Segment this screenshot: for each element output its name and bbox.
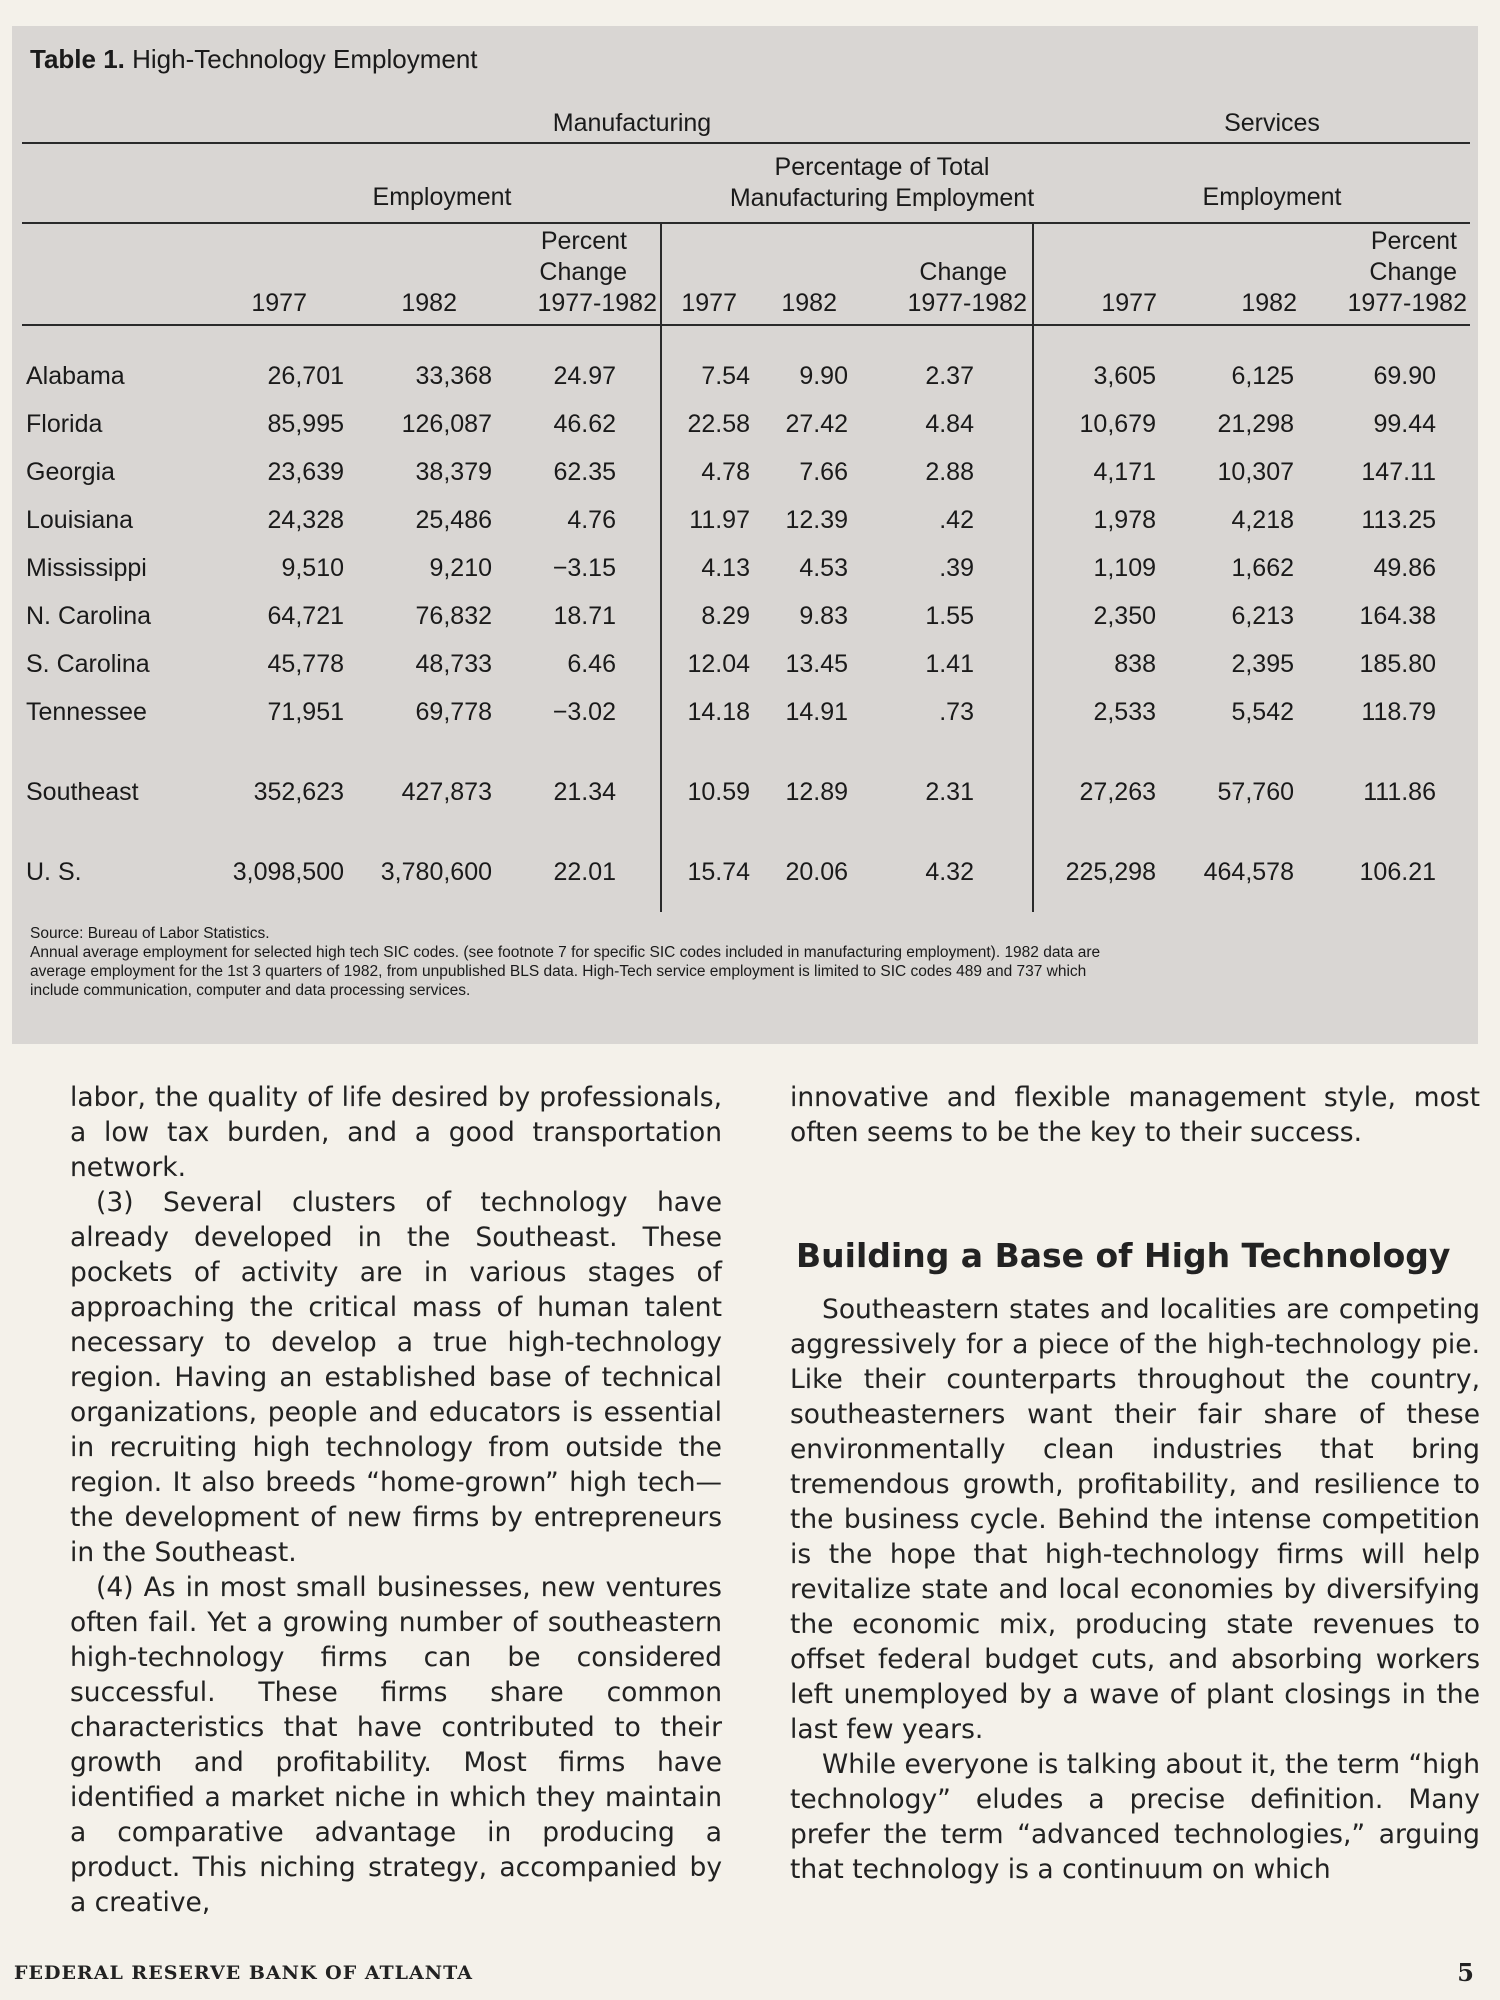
cell-s77: 838 bbox=[1114, 650, 1156, 678]
cell-pch: 2.31 bbox=[925, 778, 974, 806]
cell-spc: 147.11 bbox=[1361, 458, 1436, 486]
cell-s82: 10,307 bbox=[1217, 458, 1294, 486]
cell-s77: 225,298 bbox=[1065, 858, 1156, 886]
right-column-top bbox=[790, 1080, 1480, 1150]
cell-s82: 4,218 bbox=[1231, 506, 1294, 534]
publisher-footer: FEDERAL RESERVE BANK OF ATLANTA bbox=[14, 1962, 473, 1984]
cell-m77: 9,510 bbox=[281, 554, 344, 582]
cell-m82: 76,832 bbox=[415, 602, 492, 630]
cell-pch: .42 bbox=[939, 506, 974, 534]
cell-mpc: −3.15 bbox=[552, 554, 616, 582]
cell-m77: 26,701 bbox=[267, 362, 344, 390]
cell-s82: 5,542 bbox=[1231, 698, 1294, 726]
cell-p82: 20.06 bbox=[785, 858, 848, 886]
cell-spc: 111.86 bbox=[1363, 778, 1436, 806]
row-state-name: Southeast bbox=[26, 778, 139, 806]
cell-p77: 4.13 bbox=[701, 554, 750, 582]
row-state-name: Louisiana bbox=[26, 506, 134, 534]
cell-s82: 21,298 bbox=[1217, 410, 1294, 438]
cell-spc: 113.25 bbox=[1361, 506, 1436, 534]
cell-m77: 64,721 bbox=[267, 602, 344, 630]
cell-pch: .39 bbox=[939, 554, 974, 582]
col-p-1977: 1977 bbox=[681, 289, 737, 317]
cell-m82: 38,379 bbox=[415, 458, 492, 486]
table-title bbox=[30, 44, 478, 75]
cell-spc: 164.38 bbox=[1359, 602, 1436, 630]
row-state-name: Mississippi bbox=[26, 554, 147, 582]
left-column bbox=[70, 1080, 722, 1920]
cell-pch: 2.88 bbox=[925, 458, 974, 486]
col-s-change: Change bbox=[1369, 258, 1457, 286]
table-row bbox=[12, 452, 1478, 492]
col-s-years: 1977-1982 bbox=[1347, 289, 1467, 317]
row-state-name: N. Carolina bbox=[26, 602, 152, 630]
cell-p82: 14.91 bbox=[785, 698, 848, 726]
cell-m82: 9,210 bbox=[429, 554, 492, 582]
cell-p77: 11.97 bbox=[689, 506, 750, 534]
table-row bbox=[12, 852, 1478, 892]
col-s-percent: Percent bbox=[1370, 227, 1457, 255]
cell-s82: 2,395 bbox=[1231, 650, 1294, 678]
cell-p77: 4.78 bbox=[701, 458, 750, 486]
cell-m82: 3,780,600 bbox=[380, 858, 492, 886]
col-m-1977: 1977 bbox=[251, 289, 307, 317]
cell-s77: 27,263 bbox=[1079, 778, 1156, 806]
table-source: Source: Bureau of Labor Statistics. bbox=[30, 925, 270, 942]
cell-pch: 4.32 bbox=[925, 858, 974, 886]
row-state-name: S. Carolina bbox=[26, 650, 150, 678]
cell-p82: 9.90 bbox=[799, 362, 848, 390]
col-m-percent: Percent bbox=[540, 227, 627, 255]
cell-s77: 1,978 bbox=[1093, 506, 1156, 534]
cell-p82: 13.45 bbox=[785, 650, 848, 678]
cell-s77: 2,350 bbox=[1093, 602, 1156, 630]
employment-subheader: Employment bbox=[372, 183, 512, 211]
col-p-1982: 1982 bbox=[781, 289, 837, 317]
table-title-text: High-Technology Employment bbox=[124, 44, 478, 74]
cell-s77: 3,605 bbox=[1093, 362, 1156, 390]
table-note-line-3: include communication, computer and data processing services. bbox=[30, 982, 471, 999]
cell-mpc: 22.01 bbox=[553, 858, 616, 886]
cell-p82: 12.39 bbox=[785, 506, 848, 534]
cell-spc: 49.86 bbox=[1373, 554, 1436, 582]
table-row bbox=[12, 404, 1478, 444]
cell-spc: 118.79 bbox=[1361, 698, 1436, 726]
row-state-name: Georgia bbox=[26, 458, 115, 486]
col-p-years: 1977-1982 bbox=[907, 289, 1027, 317]
cell-s82: 464,578 bbox=[1203, 858, 1294, 886]
services-employment-subheader: Employment bbox=[1202, 183, 1342, 211]
cell-m77: 23,639 bbox=[267, 458, 344, 486]
table-notes bbox=[30, 924, 1470, 1000]
rule-top bbox=[22, 142, 1470, 144]
table-row bbox=[12, 356, 1478, 396]
rule-mid bbox=[22, 222, 1470, 224]
cell-mpc: 18.71 bbox=[553, 602, 616, 630]
cell-pch: .73 bbox=[939, 698, 974, 726]
employment-table bbox=[12, 26, 1478, 1044]
cell-mpc: 21.34 bbox=[553, 778, 616, 806]
cell-m77: 3,098,500 bbox=[232, 858, 344, 886]
table-number: Table 1. bbox=[30, 44, 125, 74]
row-state-name: Tennessee bbox=[26, 698, 147, 726]
cell-s77: 4,171 bbox=[1093, 458, 1156, 486]
cell-mpc: −3.02 bbox=[552, 698, 616, 726]
cell-m82: 69,778 bbox=[415, 698, 492, 726]
cell-p77: 8.29 bbox=[701, 602, 750, 630]
right-paragraph-2: Southeastern states and localities are competing aggressively for a piece of the high-technology pie. Like their counterparts throughout the country, southeasterners want their fair share of these environmentally clean industries that bring tremendous growth, profitability, and resilience to the business cycle. Behind the intense competition is the hope that high-technology firms will help revitalize state and local economies by diversifying the economic mix, producing state revenues to offset federal budget cuts, and absorbing workers left unemployed by a wave of plant closings in the last few years. bbox=[790, 1294, 1480, 1745]
cell-s82: 1,662 bbox=[1231, 554, 1294, 582]
cell-m77: 352,623 bbox=[253, 778, 344, 806]
cell-s77: 10,679 bbox=[1079, 410, 1156, 438]
cell-p82: 12.89 bbox=[785, 778, 848, 806]
col-s-1977: 1977 bbox=[1101, 289, 1157, 317]
cell-mpc: 6.46 bbox=[567, 650, 616, 678]
pct-total-subheader-2: Manufacturing Employment bbox=[729, 184, 1035, 212]
cell-pch: 1.41 bbox=[925, 650, 974, 678]
cell-s82: 6,125 bbox=[1231, 362, 1294, 390]
col-m-years: 1977-1982 bbox=[537, 289, 657, 317]
cell-m82: 126,087 bbox=[401, 410, 492, 438]
cell-p82: 27.42 bbox=[785, 410, 848, 438]
services-group-header: Services bbox=[1224, 109, 1320, 137]
page-number: 5 bbox=[1457, 1958, 1474, 1987]
cell-m77: 71,951 bbox=[267, 698, 344, 726]
cell-p77: 22.58 bbox=[687, 410, 750, 438]
cell-m77: 85,995 bbox=[267, 410, 344, 438]
pct-total-subheader-1: Percentage of Total bbox=[774, 153, 990, 181]
cell-m82: 33,368 bbox=[415, 362, 492, 390]
cell-spc: 106.21 bbox=[1359, 858, 1436, 886]
col-m-1982: 1982 bbox=[401, 289, 457, 317]
table-row bbox=[12, 596, 1478, 636]
right-paragraph-1: innovative and flexible management style, most often seems to be the key to their success. bbox=[790, 1082, 1480, 1148]
cell-s82: 57,760 bbox=[1217, 778, 1294, 806]
col-m-change: Change bbox=[539, 258, 627, 286]
cell-mpc: 24.97 bbox=[553, 362, 616, 390]
cell-s77: 2,533 bbox=[1093, 698, 1156, 726]
left-paragraph-3: (4) As in most small businesses, new ventures often fail. Yet a growing number of southeastern high-technology firms can be considered successful. These firms share common characteristics that have contributed to their growth and profitability. Most firms have identified a market niche in which they maintain a comparative advantage in producing a product. This niching strategy, accompanied by a creative, bbox=[70, 1572, 722, 1918]
cell-mpc: 4.76 bbox=[567, 506, 616, 534]
table-note-line-1: Annual average employment for selected high tech SIC codes. (see footnote 7 for specific SIC codes included in manufacturing employment). 1982 data are bbox=[30, 944, 1101, 961]
cell-s77: 1,109 bbox=[1093, 554, 1156, 582]
cell-p82: 4.53 bbox=[799, 554, 848, 582]
cell-p77: 12.04 bbox=[687, 650, 750, 678]
cell-spc: 185.80 bbox=[1359, 650, 1436, 678]
cell-pch: 1.55 bbox=[925, 602, 974, 630]
left-paragraph-2: (3) Several clusters of technology have already developed in the Southeast. These pockets of activity are in various stages of approaching the critical mass of human talent necessary to develop a true high-technology region. Having an established base of technical organizations, people and educators is essential in recruiting high technology from outside the region. It also breeds “home-grown” high tech—the development of new firms by entrepreneurs in the Southeast. bbox=[70, 1187, 722, 1568]
cell-m82: 48,733 bbox=[415, 650, 492, 678]
row-state-name: Florida bbox=[26, 410, 103, 438]
cell-p82: 9.83 bbox=[799, 602, 848, 630]
table-row bbox=[12, 772, 1478, 812]
right-column-bottom bbox=[790, 1292, 1480, 1887]
manufacturing-group-header: Manufacturing bbox=[552, 109, 712, 137]
cell-m82: 427,873 bbox=[401, 778, 492, 806]
cell-spc: 99.44 bbox=[1373, 410, 1436, 438]
cell-mpc: 62.35 bbox=[553, 458, 616, 486]
cell-p77: 7.54 bbox=[701, 362, 750, 390]
cell-m77: 24,328 bbox=[267, 506, 344, 534]
cell-pch: 2.37 bbox=[925, 362, 974, 390]
cell-p82: 7.66 bbox=[799, 458, 848, 486]
cell-p77: 14.18 bbox=[687, 698, 750, 726]
cell-m77: 45,778 bbox=[267, 650, 344, 678]
table-row bbox=[12, 644, 1478, 684]
cell-mpc: 46.62 bbox=[553, 410, 616, 438]
col-p-change: Change bbox=[919, 258, 1007, 286]
cell-p77: 15.74 bbox=[687, 858, 750, 886]
table-row bbox=[12, 548, 1478, 588]
table-row bbox=[12, 500, 1478, 540]
row-state-name: U. S. bbox=[26, 858, 82, 886]
cell-p77: 10.59 bbox=[687, 778, 750, 806]
table-row bbox=[12, 692, 1478, 732]
left-paragraph-1: labor, the quality of life desired by professionals, a low tax burden, and a good transportation network. bbox=[70, 1082, 722, 1183]
cell-spc: 69.90 bbox=[1373, 362, 1436, 390]
section-heading: Building a Base of High Technology bbox=[796, 1236, 1451, 1275]
col-s-1982: 1982 bbox=[1241, 289, 1297, 317]
cell-s82: 6,213 bbox=[1231, 602, 1294, 630]
row-state-name: Alabama bbox=[26, 362, 125, 390]
right-paragraph-3: While everyone is talking about it, the term “high technology” eludes a precise definition. Many prefer the term “advanced technologies,” arguing that technology is a continuum on which bbox=[790, 1749, 1480, 1885]
rule-bottom bbox=[22, 324, 1470, 326]
cell-pch: 4.84 bbox=[925, 410, 974, 438]
table-note-line-2: average employment for the 1st 3 quarters of 1982, from unpublished BLS data. High-Tech service employment is limited to SIC codes 489 and 737 which bbox=[30, 963, 1087, 980]
cell-m82: 25,486 bbox=[415, 506, 492, 534]
